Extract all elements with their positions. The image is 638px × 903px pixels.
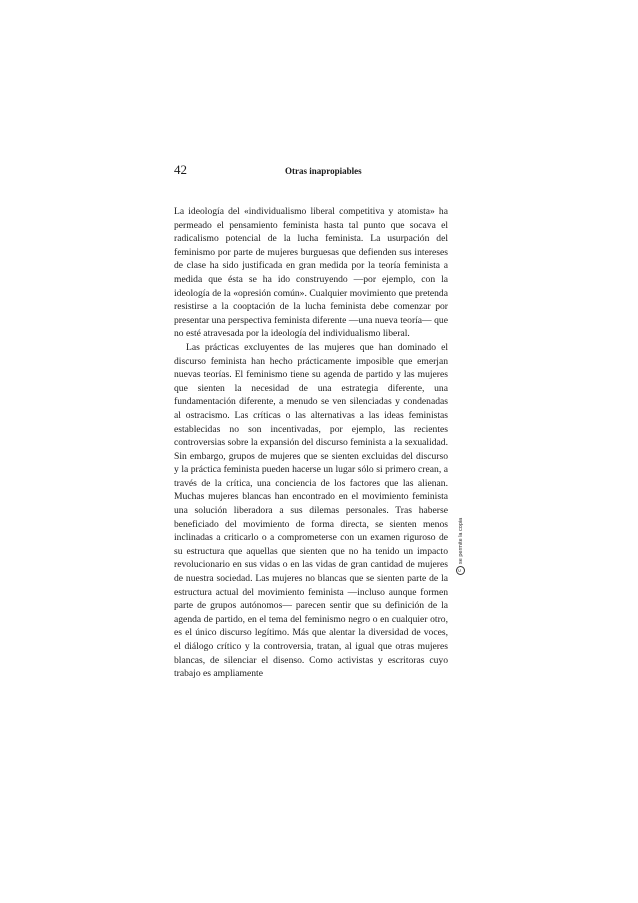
paragraph: Las prácticas excluyentes de las mujeres que han dominado el discurso feminista han hecho prácticamente imposible que emerjan nuevas teorías. El feminismo tiene su agenda de partido y las mujeres que sienten la necesidad de una estrategia diferente, una fundamentación diferente, a menudo se ven silenciadas y condenadas al ostracismo. Las críticas o las alternativas a las ideas feministas establecidas no son incentivadas, por ejemplo, las recientes controversias sobre la expansión del discurso feminista a la sexualidad. Sin embargo, grupos de mujeres que se sienten excluidas del discurso y la práctica feminista pueden hacerse un lugar sólo si primero crean, a través de la crítica, una conciencia de los factores que las alienan. Muchas mujeres blancas han encontrado en el movimiento feminista una solución liberadora a sus dilemas personales. Tras haberse beneficiado del movimiento de forma directa, se sienten menos inclinadas a criticarlo o a comprometerse con un examen riguroso de su estructura que aquellas que sienten que no ha tenido un impacto revolucionario en sus vidas o en las vidas de gran cantidad de mujeres de nuestra sociedad. Las mujeres no blancas que se sienten parte de la estructura actual del movimiento feminista —incluso aunque formen parte de grupos autónomos— parecen sentir que su definición de la agenda de partido, en el tema del feminismo negro o en cualquier otro, es el único discurso legítimo. Más que alentar la diversidad de voces, el diálogo crítico y la controversia, tratan, al igual que otras mujeres blancas, de silenciar el disenso. Como activistas y escritoras cuyo trabajo es ampliamente bbox=[174, 341, 448, 680]
page-number: 42 bbox=[174, 162, 187, 177]
running-title: Otras inapropiables bbox=[285, 166, 362, 176]
body-text bbox=[174, 205, 448, 681]
paragraph: La ideología del «individualismo liberal competitiva y atomista» ha permeado el pensamiento feminista hasta tal punto que socava el radicalismo potencial de la lucha feminista. La usurpación del feminismo por parte de mujeres burguesas que defienden sus intereses de clase ha sido justificada en gran medida por la teoría feminista a medida que ésta se ha ido construyendo —por ejemplo, con la ideología de la «opresión común». Cualquier movimiento que pretenda resistirse a la cooptación de la lucha feminista debe comenzar por presentar una perspectiva feminista diferente —una nueva teoría— que no esté atravesada por la ideología del individualismo liberal. bbox=[174, 206, 448, 340]
copyleft-text: se permite la copia bbox=[457, 517, 464, 564]
copyleft-icon: c bbox=[456, 566, 465, 575]
copyleft-mark bbox=[456, 518, 465, 575]
